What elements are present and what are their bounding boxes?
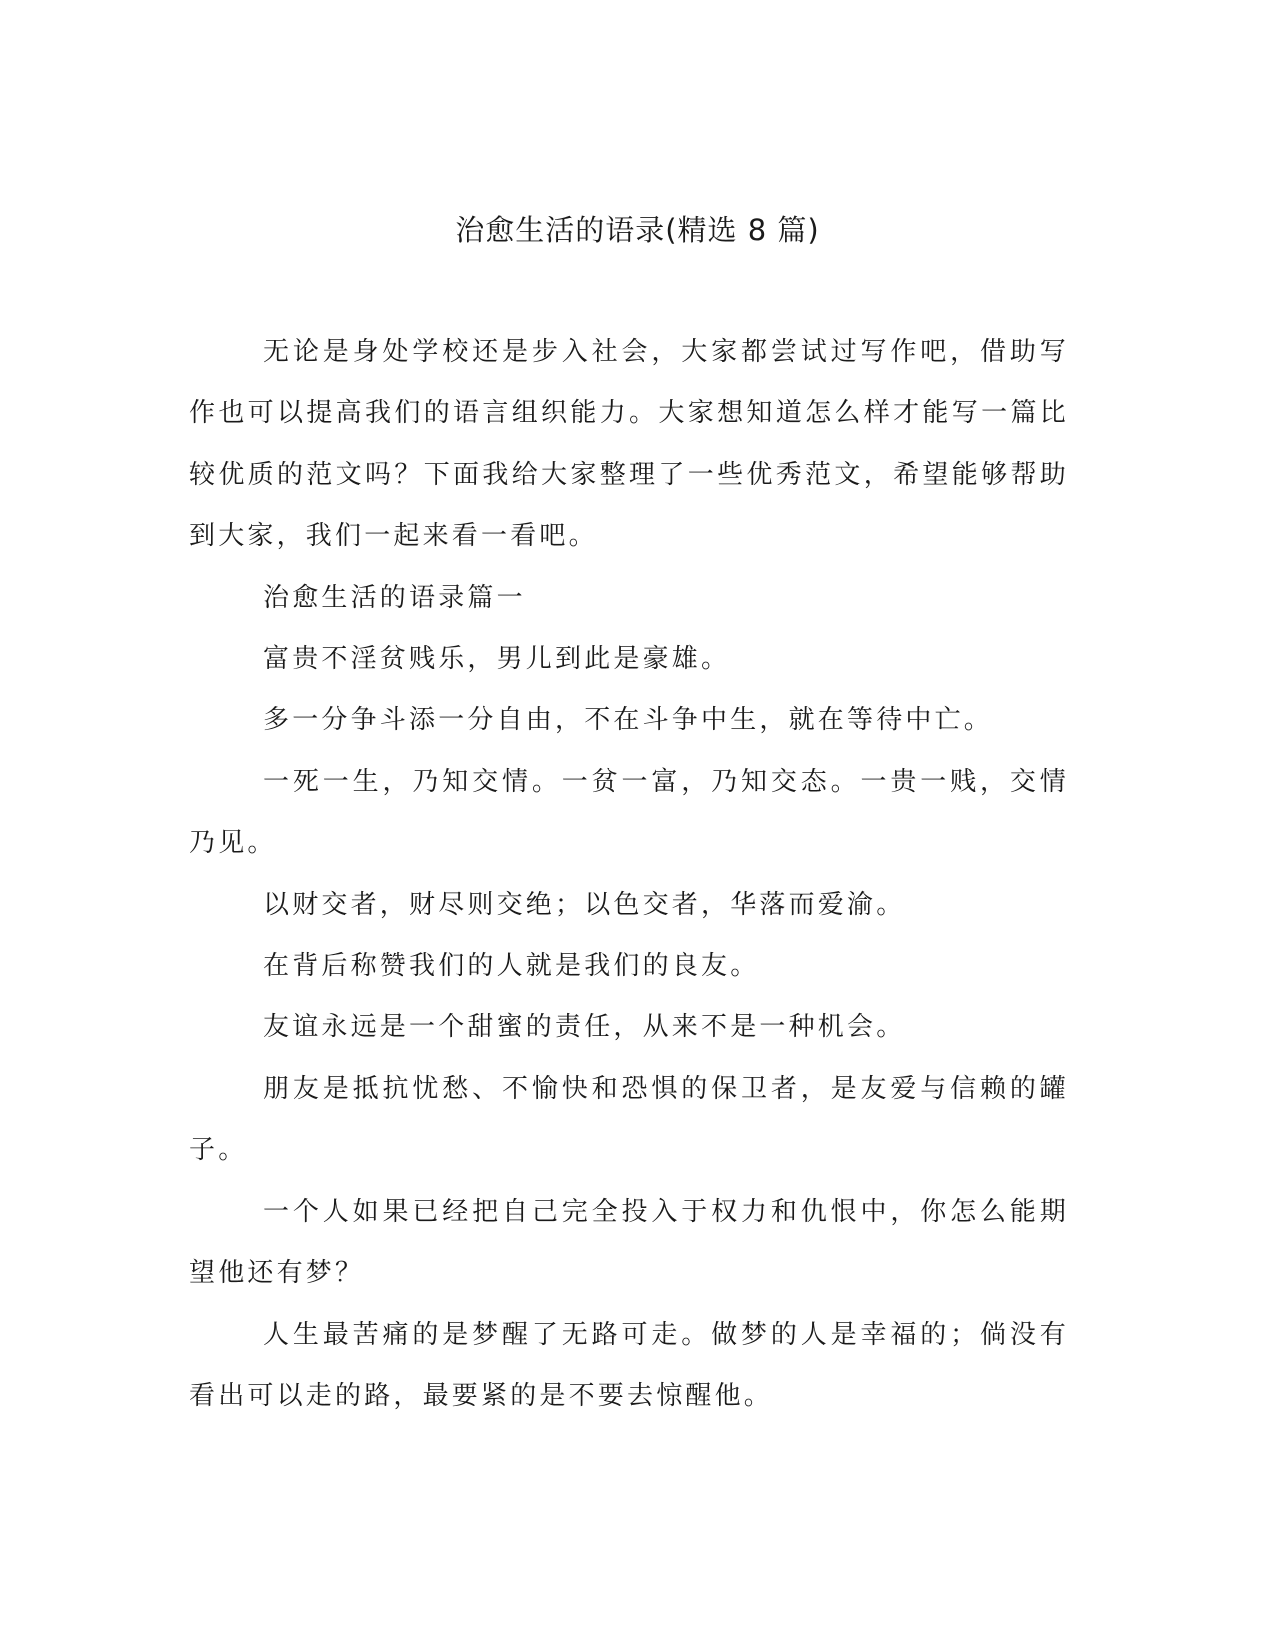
intro-paragraph: 无论是身处学校还是步入社会，大家都尝试过写作吧，借助写作也可以提高我们的语言组织能力。大家想知道怎么样才能写一篇比较优质的范文吗？下面我给大家整理了一些优秀范文，希望能够帮助到大家，我们一起来看一看吧。 xyxy=(189,337,1069,552)
section-heading: 治愈生活的语录篇一 xyxy=(263,582,526,613)
document-body xyxy=(189,322,1069,1427)
quote-paragraph: 朋友是抵抗忧愁、不愉快和恐惧的保卫者，是友爱与信赖的罐子。 xyxy=(189,1073,1069,1166)
quote-paragraph: 友谊永远是一个甜蜜的责任，从来不是一种机会。 xyxy=(263,1012,906,1043)
quote-paragraph: 多一分争斗添一分自由，不在斗争中生，就在等待中亡。 xyxy=(263,705,994,736)
quote-paragraph: 富贵不淫贫贱乐，男儿到此是豪雄。 xyxy=(263,644,731,675)
quote-paragraph: 人生最苦痛的是梦醒了无路可走。做梦的人是幸福的；倘没有看出可以走的路，最要紧的是不要去惊醒他。 xyxy=(189,1319,1069,1411)
document-title: 治愈生活的语录(精选 8 篇) xyxy=(455,213,820,247)
quote-paragraph: 在背后称赞我们的人就是我们的良友。 xyxy=(263,951,760,982)
quote-paragraph: 一个人如果已经把自己完全投入于权力和仇恨中，你怎么能期望他还有梦？ xyxy=(189,1196,1069,1289)
quote-paragraph: 一死一生，乃知交情。一贫一富，乃知交态。一贵一贱，交情乃见。 xyxy=(189,766,1069,859)
quote-paragraph: 以财交者，财尽则交绝；以色交者，华落而爱渝。 xyxy=(263,889,906,920)
